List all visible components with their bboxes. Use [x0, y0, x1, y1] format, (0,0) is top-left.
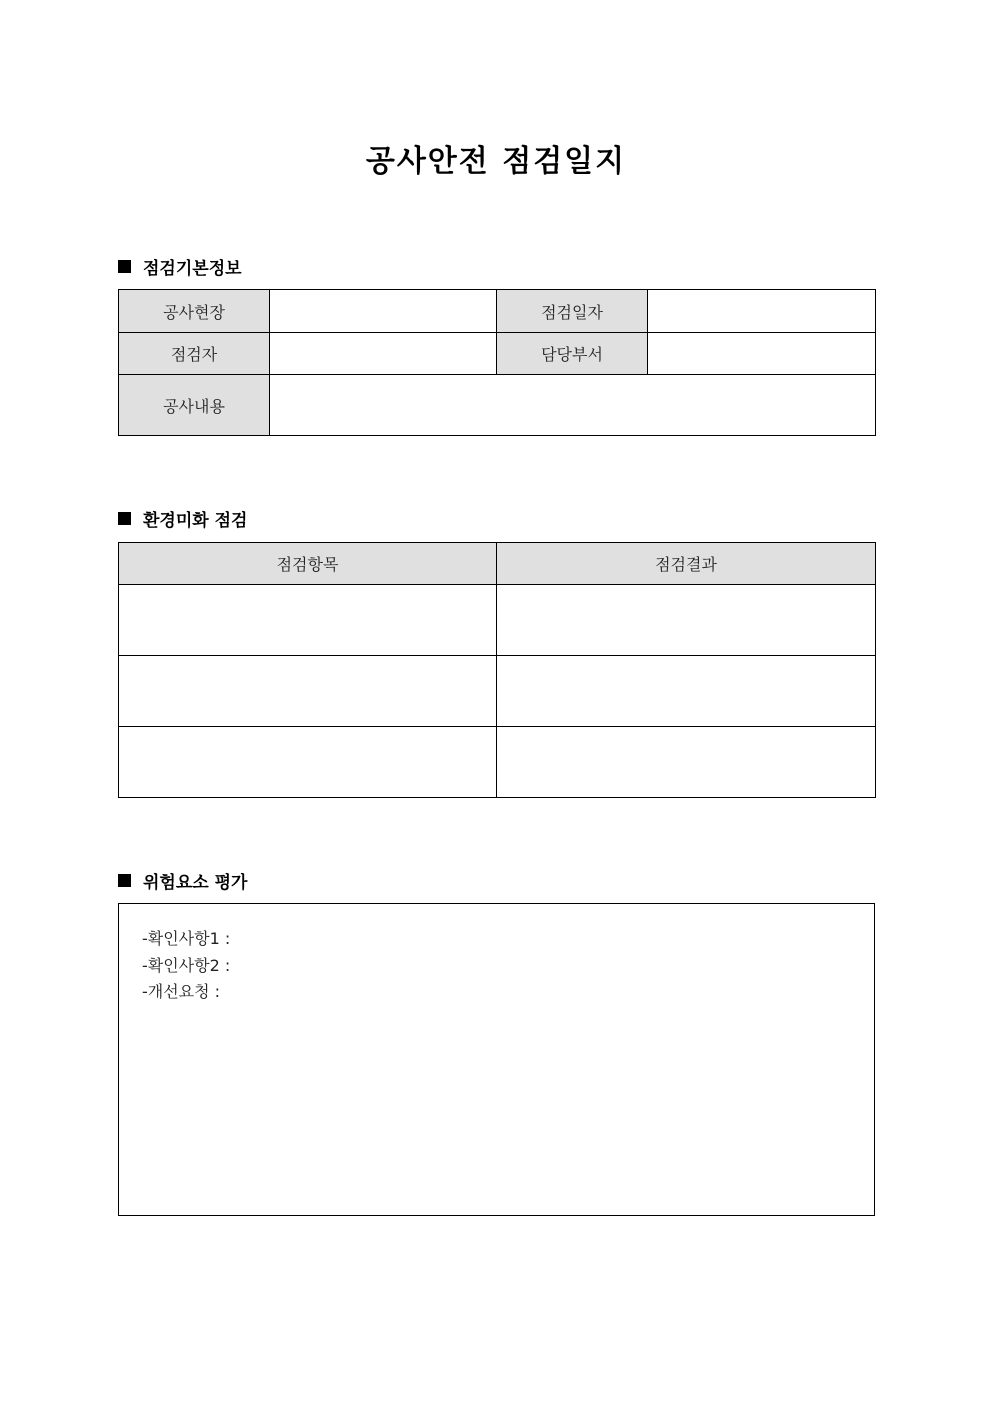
result-cell[interactable]	[497, 585, 876, 656]
table-row	[119, 290, 876, 333]
table-row	[119, 333, 876, 375]
environment-table	[118, 542, 876, 798]
section-basic-info-heading	[118, 254, 242, 279]
square-bullet-icon	[118, 512, 131, 525]
check-item-2: -확인사항2 :	[142, 956, 231, 975]
table-header-row	[119, 543, 876, 585]
department-field[interactable]	[648, 333, 876, 375]
section-title: 위험요소 평가	[143, 873, 248, 893]
table-row	[119, 585, 876, 656]
basic-info-table	[118, 289, 876, 436]
item-cell[interactable]	[119, 585, 497, 656]
result-cell[interactable]	[497, 656, 876, 727]
inspection-date-field[interactable]	[648, 290, 876, 333]
result-cell[interactable]	[497, 727, 876, 798]
label-work-content: 공사내용	[119, 375, 270, 436]
square-bullet-icon	[118, 260, 131, 273]
item-cell[interactable]	[119, 656, 497, 727]
column-header-item: 점검항목	[119, 543, 497, 585]
site-field[interactable]	[270, 290, 497, 333]
square-bullet-icon	[118, 874, 131, 887]
label-inspector: 점검자	[119, 333, 270, 375]
label-site: 공사현장	[119, 290, 270, 333]
section-risk-heading	[118, 868, 247, 893]
table-row	[119, 375, 876, 436]
risk-assessment-box[interactable]	[118, 903, 875, 1216]
label-inspection-date: 점검일자	[497, 290, 648, 333]
column-header-result: 점검결과	[497, 543, 876, 585]
improvement-request: -개선요청 :	[142, 982, 221, 1001]
inspector-field[interactable]	[270, 333, 497, 375]
work-content-field[interactable]	[270, 375, 876, 436]
check-item-1: -확인사항1 :	[142, 929, 231, 948]
section-environment-heading	[118, 506, 247, 531]
section-title: 점검기본정보	[143, 259, 242, 279]
table-row	[119, 727, 876, 798]
document-title: 공사안전 점검일지	[365, 144, 627, 179]
label-department: 담당부서	[497, 333, 648, 375]
table-row	[119, 656, 876, 727]
section-title: 환경미화 점검	[143, 511, 248, 531]
item-cell[interactable]	[119, 727, 497, 798]
